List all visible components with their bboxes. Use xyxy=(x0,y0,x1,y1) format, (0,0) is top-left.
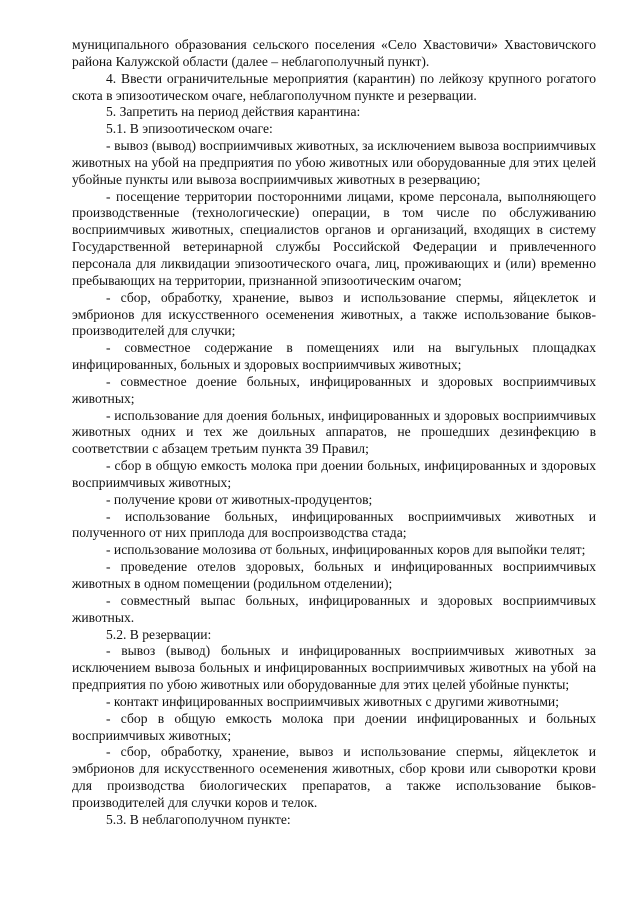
list-item: - контакт инфицированных восприимчивых животных с другими животными; xyxy=(106,693,559,709)
list-item: - совместное содержание в помещениях или на выгульных площадках инфицированных, больных и здоровых восприимчивых животных; xyxy=(72,340,596,373)
list-item: - использование больных, инфицированных восприимчивых животных и полученного от них приплода для воспроизводства стада; xyxy=(72,508,596,541)
paragraph-item-5-prohibitions: 5. Запретить на период действия карантина: xyxy=(106,104,361,120)
subheading-5-1-outbreak: 5.1. В эпизоотическом очаге: xyxy=(106,121,273,137)
list-item: - совместный выпас больных, инфицированных и здоровых восприимчивых животных. xyxy=(72,592,596,625)
paragraph-settlement-continuation: муниципального образования сельского поселения «Село Хвастовичи» Хвастовичского района Калужской области (далее – неблагополучный пункт). xyxy=(72,37,596,69)
list-item: - использование молозива от больных, инфицированных коров для выпойки телят; xyxy=(106,542,586,558)
list-item: - использование для доения больных, инфицированных и здоровых восприимчивых животных одних и тех же доильных аппаратов, не прошедших дезинфекцию в соответствии с абзацем третьим пункта 39 Правил; xyxy=(72,407,596,457)
subheading-5-3-affected-locality: 5.3. В неблагополучном пункте: xyxy=(106,811,291,827)
list-item: - вывоз (вывод) восприимчивых животных, за исключением вывоза восприимчивых животных на убой на предприятия по убою животных или оборудованные для этих целей убойные пункты или вывоза восприимчивых животных в резервацию; xyxy=(72,138,596,187)
list-item: - сбор, обработку, хранение, вывоз и использование спермы, яйцеклеток и эмбрионов для искусственного осеменения животных, а также использование быков-производителей для случки; xyxy=(72,289,596,339)
list-item: - проведение отелов здоровых, больных и инфицированных восприимчивых животных в одном помещении (родильном отделении); xyxy=(72,559,596,591)
list-item: - получение крови от животных-продуцентов; xyxy=(106,491,373,507)
list-item: - посещение территории посторонними лицами, кроме персонала, выполняющего производственные (технологические) операции, в том числе по обслуживанию восприимчивых животных, специалистов органов и организаций, входящих в систему Государственной ветеринарной службы Российской Федерации и привлеченного персонала для ликвидации эпизоотического очага, лиц, проживающих и (или) временно пребывающих на территории, признанной эпизоотическим очагом; xyxy=(72,188,596,288)
list-item: - сбор в общую емкость молока при доении инфицированных и больных восприимчивых животных; xyxy=(72,710,596,743)
list-item: - сбор в общую емкость молока при доении больных, инфицированных и здоровых восприимчивых животных; xyxy=(72,458,596,490)
paragraph-item-4-quarantine: 4. Ввести ограничительные мероприятия (карантин) по лейкозу крупного рогатого скота в эпизоотическом очаге, неблагополучном пункте и резервации. xyxy=(72,70,596,103)
subheading-5-2-reservation: 5.2. В резервации: xyxy=(106,626,212,642)
list-item: - вывоз (вывод) больных и инфицированных восприимчивых животных за исключением вывоза больных и инфицированных восприимчивых животных на убой на предприятия по убою животных или оборудованные для этих целей убойные пункты; xyxy=(72,643,596,693)
document-body xyxy=(72,37,596,829)
list-item: - совместное доение больных, инфицированных и здоровых восприимчивых животных; xyxy=(72,373,596,406)
list-item: - сбор, обработку, хранение, вывоз и использование спермы, яйцеклеток и эмбрионов для искусственного осеменения животных, сбор крови или сыворотки крови для производства биологических препаратов, а также использование быков-производителей для случки коров и телок. xyxy=(72,744,596,810)
